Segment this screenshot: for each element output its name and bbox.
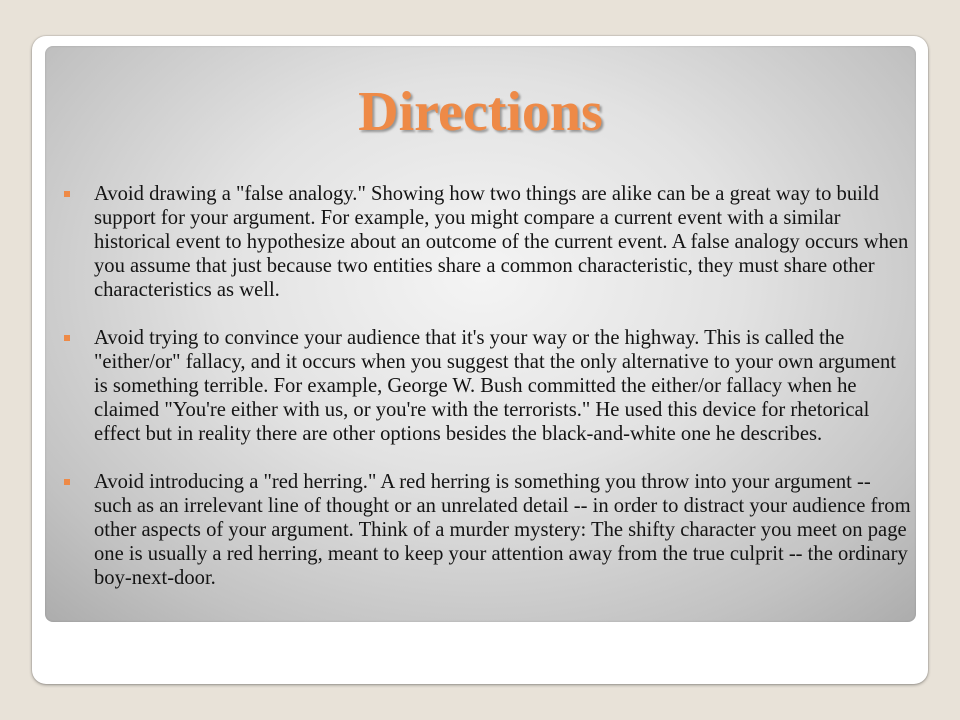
bullet-item-either-or	[62, 326, 912, 446]
bullet-text: Avoid drawing a "false analogy." Showing how two things are alike can be a great way to build support for your argument. For example, you might compare a current event with a similar historical event to hypothesize about an outcome of the current event. A false analogy occurs when you assume that just because two entities share a common characteristic, they must share other characteristics as well.	[94, 183, 909, 301]
square-bullet-icon	[64, 479, 70, 485]
bullet-list	[62, 182, 912, 614]
bullet-item-red-herring	[62, 470, 912, 590]
bullet-item-false-analogy	[62, 182, 912, 302]
square-bullet-icon	[64, 191, 70, 197]
bullet-text: Avoid introducing a "red herring." A red herring is something you throw into your argument -- such as an irrelevant line of thought or an unrelated detail -- in order to distract your audience from other aspects of your argument. Think of a murder mystery: The shifty character you meet on page one is usually a red herring, meant to keep your attention away from the true culprit -- the ordinary boy-next-door.	[94, 471, 911, 589]
slide-title: Directions	[358, 81, 603, 143]
square-bullet-icon	[64, 335, 70, 341]
bullet-text: Avoid trying to convince your audience that it's your way or the highway. This is called the "either/or" fallacy, and it occurs when you suggest that the only alternative to your own argument is something terrible. For example, George W. Bush committed the either/or fallacy when he claimed "You're either with us, or you're with the terrorists." He used this device for rhetorical effect but in reality there are other options besides the black-and-white one he describes.	[94, 327, 897, 445]
